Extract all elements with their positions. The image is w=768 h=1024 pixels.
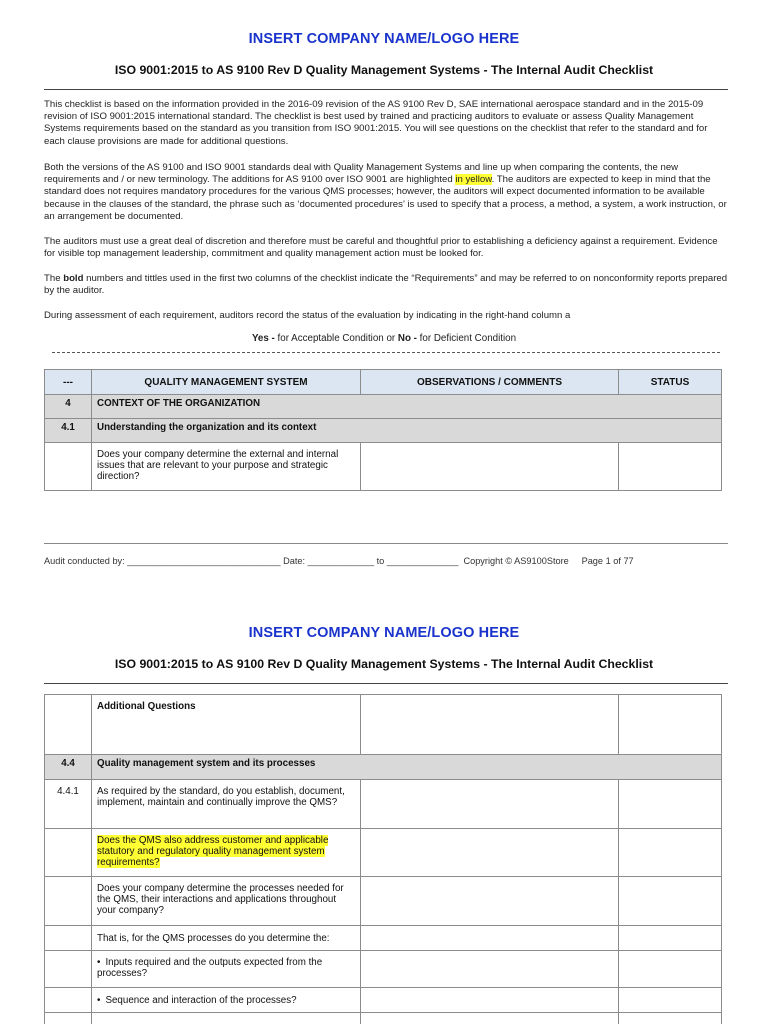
question-cell: Does your company determine the processes needed for the QMS, their interactions and applications throughout your company? xyxy=(92,877,361,926)
section-number: 4.4 xyxy=(45,755,92,780)
yes-label: Yes - xyxy=(251,333,275,344)
question-cell xyxy=(92,829,361,877)
no-label: No - xyxy=(397,333,417,344)
checklist-table-page-1 xyxy=(44,369,722,491)
intro-paragraph-3: The auditors must use a great deal of discretion and therefore must be careful and thoughtful prior to establishing a deficiency against a requirement. Evidence for visible top management leadership, commitment and quality management action must be looked for. xyxy=(44,236,718,260)
status-cell[interactable] xyxy=(619,951,722,988)
section-title: Quality management system and its processes xyxy=(92,755,722,780)
row-number-cell xyxy=(45,926,92,951)
intro-paragraph-2 xyxy=(44,162,728,223)
column-header-number: --- xyxy=(45,370,92,395)
question-cell: As required by the standard, do you establish, document, implement, maintain and continually improve the QMS? xyxy=(92,780,361,829)
row-number-cell xyxy=(45,1013,92,1024)
additional-questions-label: Additional Questions xyxy=(92,695,361,755)
table-row xyxy=(45,877,722,926)
status-cell[interactable] xyxy=(619,926,722,951)
subsection-row xyxy=(45,419,722,443)
checklist-table-page-2 xyxy=(44,694,722,1024)
row-number-cell xyxy=(45,988,92,1013)
company-name-placeholder: INSERT COMPANY NAME/LOGO HERE xyxy=(248,625,520,641)
column-header-observations: OBSERVATIONS / COMMENTS xyxy=(361,370,619,395)
table-row xyxy=(45,1013,722,1024)
status-cell[interactable] xyxy=(619,988,722,1013)
header-rule xyxy=(44,89,728,90)
header-rule xyxy=(44,683,728,684)
document-title: ISO 9001:2015 to AS 9100 Rev D Quality Management Systems - The Internal Audit Checklist xyxy=(114,657,654,671)
section-row xyxy=(45,755,722,780)
observations-cell[interactable] xyxy=(361,988,619,1013)
question-cell: That is, for the QMS processes do you determine the: xyxy=(92,926,361,951)
observations-cell[interactable] xyxy=(361,443,619,491)
document-title: ISO 9001:2015 to AS 9100 Rev D Quality Management Systems - The Internal Audit Checklist xyxy=(114,63,654,77)
row-number-cell xyxy=(45,695,92,755)
row-number-cell: 4.4.1 xyxy=(45,780,92,829)
question-cell xyxy=(92,1013,361,1024)
intro-paragraph-4 xyxy=(44,273,728,297)
table-row xyxy=(45,926,722,951)
subsection-title: Understanding the organization and its context xyxy=(92,419,722,443)
status-cell[interactable] xyxy=(619,829,722,877)
status-legend xyxy=(0,333,768,344)
company-name-placeholder: INSERT COMPANY NAME/LOGO HERE xyxy=(248,31,520,47)
yellow-highlight-text: in yellow xyxy=(455,174,492,186)
page-number: Page 1 of 77 xyxy=(581,556,634,566)
observations-cell[interactable] xyxy=(361,829,619,877)
no-text: for Deficient Condition xyxy=(416,333,517,344)
observations-cell[interactable] xyxy=(361,951,619,988)
column-header-status: STATUS xyxy=(619,370,722,395)
question-cell: Does your company determine the external and internal issues that are relevant to your purpose and strategic direction? xyxy=(92,443,361,491)
status-cell[interactable] xyxy=(619,877,722,926)
yes-text: for Acceptable Condition or xyxy=(274,333,398,344)
bold-word: bold xyxy=(63,273,84,284)
document-page-2 xyxy=(0,600,768,1024)
observations-cell[interactable] xyxy=(361,695,619,755)
table-row xyxy=(45,780,722,829)
observations-cell[interactable] xyxy=(361,926,619,951)
intro-paragraph-2-text-b: . The auditors are expected to keep in mind that the standard does not requires mandatory procedures for the various QMS processes; however, the auditors will expect documented information to be available because in the clauses of the standard, the phrase such as ‘documented procedures’ is used to specify that a process, a method, a system, a work instruction, or an arrangement be documented. xyxy=(44,174,727,222)
table-row xyxy=(45,829,722,877)
status-cell[interactable] xyxy=(619,1013,722,1024)
table-row xyxy=(45,988,722,1013)
table-row xyxy=(45,951,722,988)
footer-rule xyxy=(44,543,728,544)
intro-paragraph-4-text-a: The xyxy=(44,273,64,284)
observations-cell[interactable] xyxy=(361,780,619,829)
dashed-separator xyxy=(52,352,720,353)
intro-paragraph-2-text-a: Both the versions of the AS 9100 and ISO 9001 standards deal with Quality Management Systems and line up when comparing the contents, the new requirements and / or new terminology. The additions for AS 9100 over ISO 9001 are highlighted xyxy=(44,162,679,186)
row-number-cell xyxy=(45,951,92,988)
question-cell: • Inputs required and the outputs expected from the processes? xyxy=(92,951,361,988)
intro-paragraph-4-text-b: numbers and tittles used in the first two columns of the checklist indicate the “Requirements” and may be referred to on nonconformity reports prepared by the auditor. xyxy=(44,273,728,297)
page-footer xyxy=(44,556,728,566)
status-cell[interactable] xyxy=(619,780,722,829)
intro-paragraph-5: During assessment of each requirement, auditors record the status of the evaluation by indicating in the right-hand column a xyxy=(44,310,571,321)
table-row xyxy=(45,443,722,491)
row-number-cell xyxy=(45,829,92,877)
row-number-cell xyxy=(45,877,92,926)
observations-cell[interactable] xyxy=(361,877,619,926)
section-number: 4 xyxy=(45,395,92,419)
section-row xyxy=(45,395,722,419)
row-number-cell xyxy=(45,443,92,491)
question-cell: • Sequence and interaction of the processes? xyxy=(92,988,361,1013)
status-cell[interactable] xyxy=(619,695,722,755)
audit-conducted-line: Audit conducted by: ______________________________ Date: _____________ to ______________ xyxy=(44,556,459,566)
yellow-highlight-text: Does the QMS also address customer and applicable statutory and regulatory quality management system requirements? xyxy=(97,835,329,868)
intro-paragraph-1: This checklist is based on the information provided in the 2016-09 revision of the AS 9100 Rev D, SAE international aerospace standard and in the 2015-09 revision of ISO 9001:2015 international standard. The checklist is best used by trained and practicing auditors to evaluate or assess Quality Management Systems requirements based on the standard as you transition from ISO 9001:2015. You will see questions on the checklist that refer to the standard and for each clause provisions are made for additional questions. xyxy=(44,99,708,147)
section-title: CONTEXT OF THE ORGANIZATION xyxy=(92,395,722,419)
copyright-text: Copyright © AS9100Store xyxy=(463,556,569,566)
additional-questions-row xyxy=(45,695,722,755)
observations-cell[interactable] xyxy=(361,1013,619,1024)
subsection-number: 4.1 xyxy=(45,419,92,443)
status-cell[interactable] xyxy=(619,443,722,491)
column-header-qms: QUALITY MANAGEMENT SYSTEM xyxy=(92,370,361,395)
